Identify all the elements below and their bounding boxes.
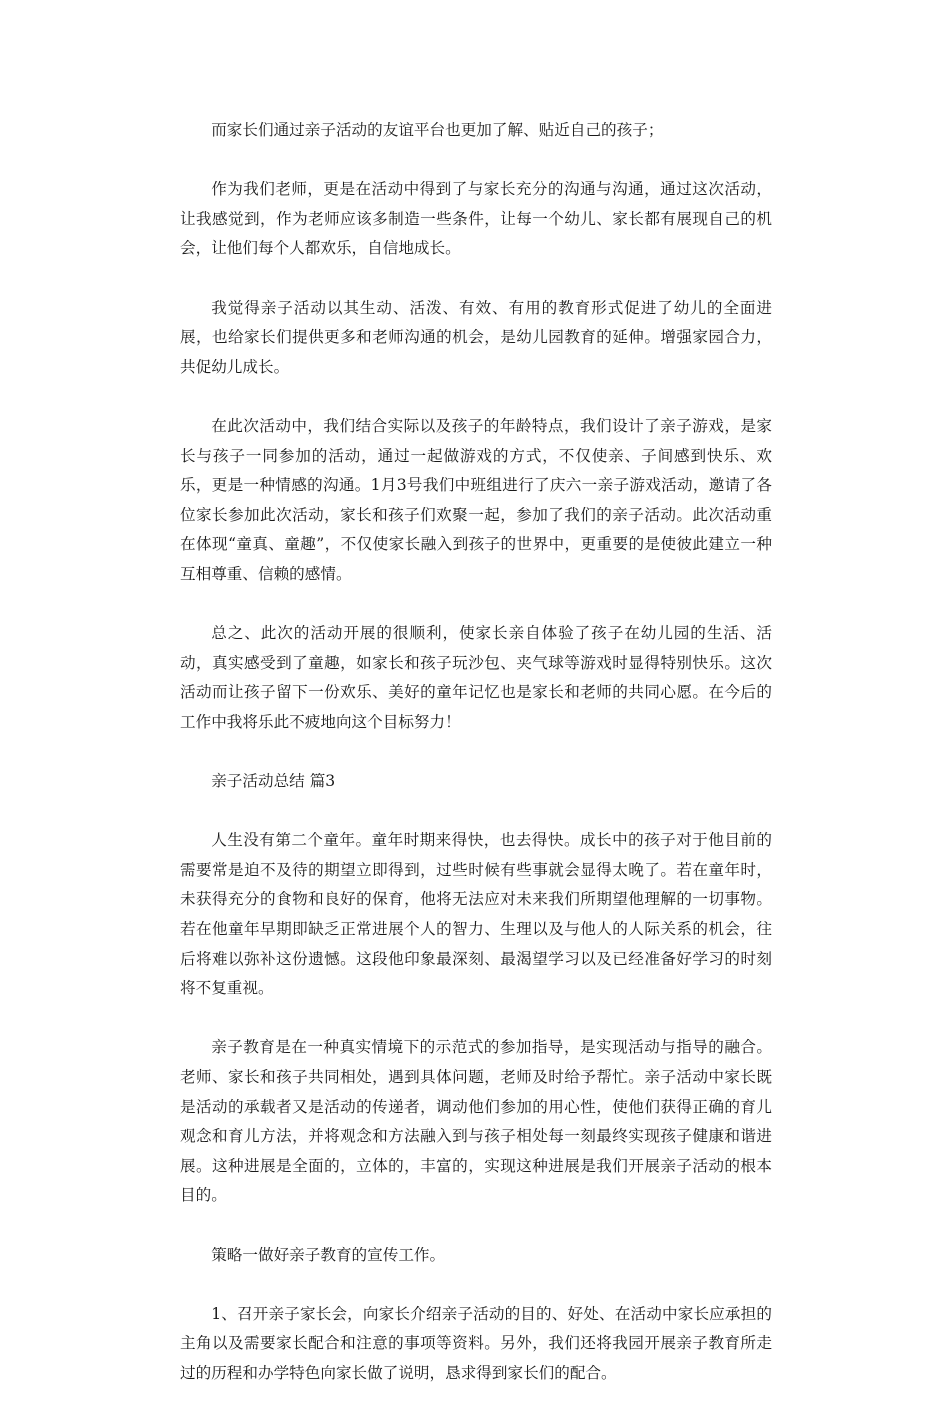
paragraph-item-one: 1、召开亲子家长会，向家长介绍亲子活动的目的、好处、在活动中家长应承担的主角以及需要家长配合和注意的事项等资料。另外，我们还将我园开展亲子教育所走过的历程和办学特色向家长做了说明，恳求得到家长们的配合。 [180,1304,772,1382]
document-body [180,116,772,1418]
paragraph-education-extension: 我觉得亲子活动以其生动、活泼、有效、有用的教育形式促进了幼儿的全面进展，也给家长们提供更多和老师沟通的机会，是幼儿园教育的延伸。增强家园合力，共促幼儿成长。 [180,298,772,376]
paragraph-parent-child-education: 亲子教育是在一种真实情境下的示范式的参加指导，是实现活动与指导的融合。老师、家长和孩子共同相处，遇到具体问题，老师及时给予帮忙。亲子活动中家长既是活动的承载者又是活动的传递者，调动他们参加的用心性，使他们获得正确的育儿观念和育儿方法，并将观念和方法融入到与孩子相处每一刻最终实现孩子健康和谐进展。这种进展是全面的，立体的，丰富的，实现这种进展是我们开展亲子活动的根本目的。 [180,1038,772,1205]
paragraph-childhood: 人生没有第二个童年。童年时期来得快，也去得快。成长中的孩子对于他目前的需要常是迫不及待的期望立即得到，过些时候有些事就会显得太晚了。若在童年时，未获得充分的食物和良好的保育，他将无法应对未来我们所期望他理解的一切事物。若在他童年早期即缺乏正常进展个人的智力、生理以及与他人的人际关系的机会，往后将难以弥补这份遗憾。这段他印象最深刻、最渴望学习以及已经准备好学习的时刻将不复重视。 [180,831,772,998]
section-heading-part3: 亲子活动总结 篇3 [211,772,336,791]
paragraph-teacher-communication: 作为我们老师，更是在活动中得到了与家长充分的沟通与沟通，通过这次活动，让我感觉到，作为老师应该多制造一些条件，让每一个幼儿、家长都有展现自己的机会，让他们每个人都欢乐，自信地成长。 [180,180,772,258]
paragraph-parent-understanding: 而家长们通过亲子活动的友谊平台也更加了解、贴近自己的孩子； [211,121,664,139]
paragraph-summary: 总之、此次的活动开展的很顺利，使家长亲自体验了孩子在幼儿园的生活、活动，真实感受到了童趣，如家长和孩子玩沙包、夹气球等游戏时显得特别快乐。这次活动而让孩子留下一份欢乐、美好的童年记忆也是家长和老师的共同心愿。在今后的工作中我将乐此不疲地向这个目标努力！ [180,624,772,731]
paragraph-strategy-one: 策略一做好亲子教育的宣传工作。 [211,1245,446,1264]
paragraph-activity-description: 在此次活动中，我们结合实际以及孩子的年龄特点，我们设计了亲子游戏，是家长与孩子一同参加的活动，通过一起做游戏的方式，不仅使亲、子间感到快乐、欢乐，更是一种情感的沟通。1月3号我们中班组进行了庆六一亲子游戏活动，邀请了各位家长参加此次活动，家长和孩子们欢聚一起，参加了我们的亲子活动。此次活动重在体现“童真、童趣”，不仅使家长融入到孩子的世界中，更重要的是使彼此建立一种互相尊重、信赖的感情。 [180,416,772,583]
